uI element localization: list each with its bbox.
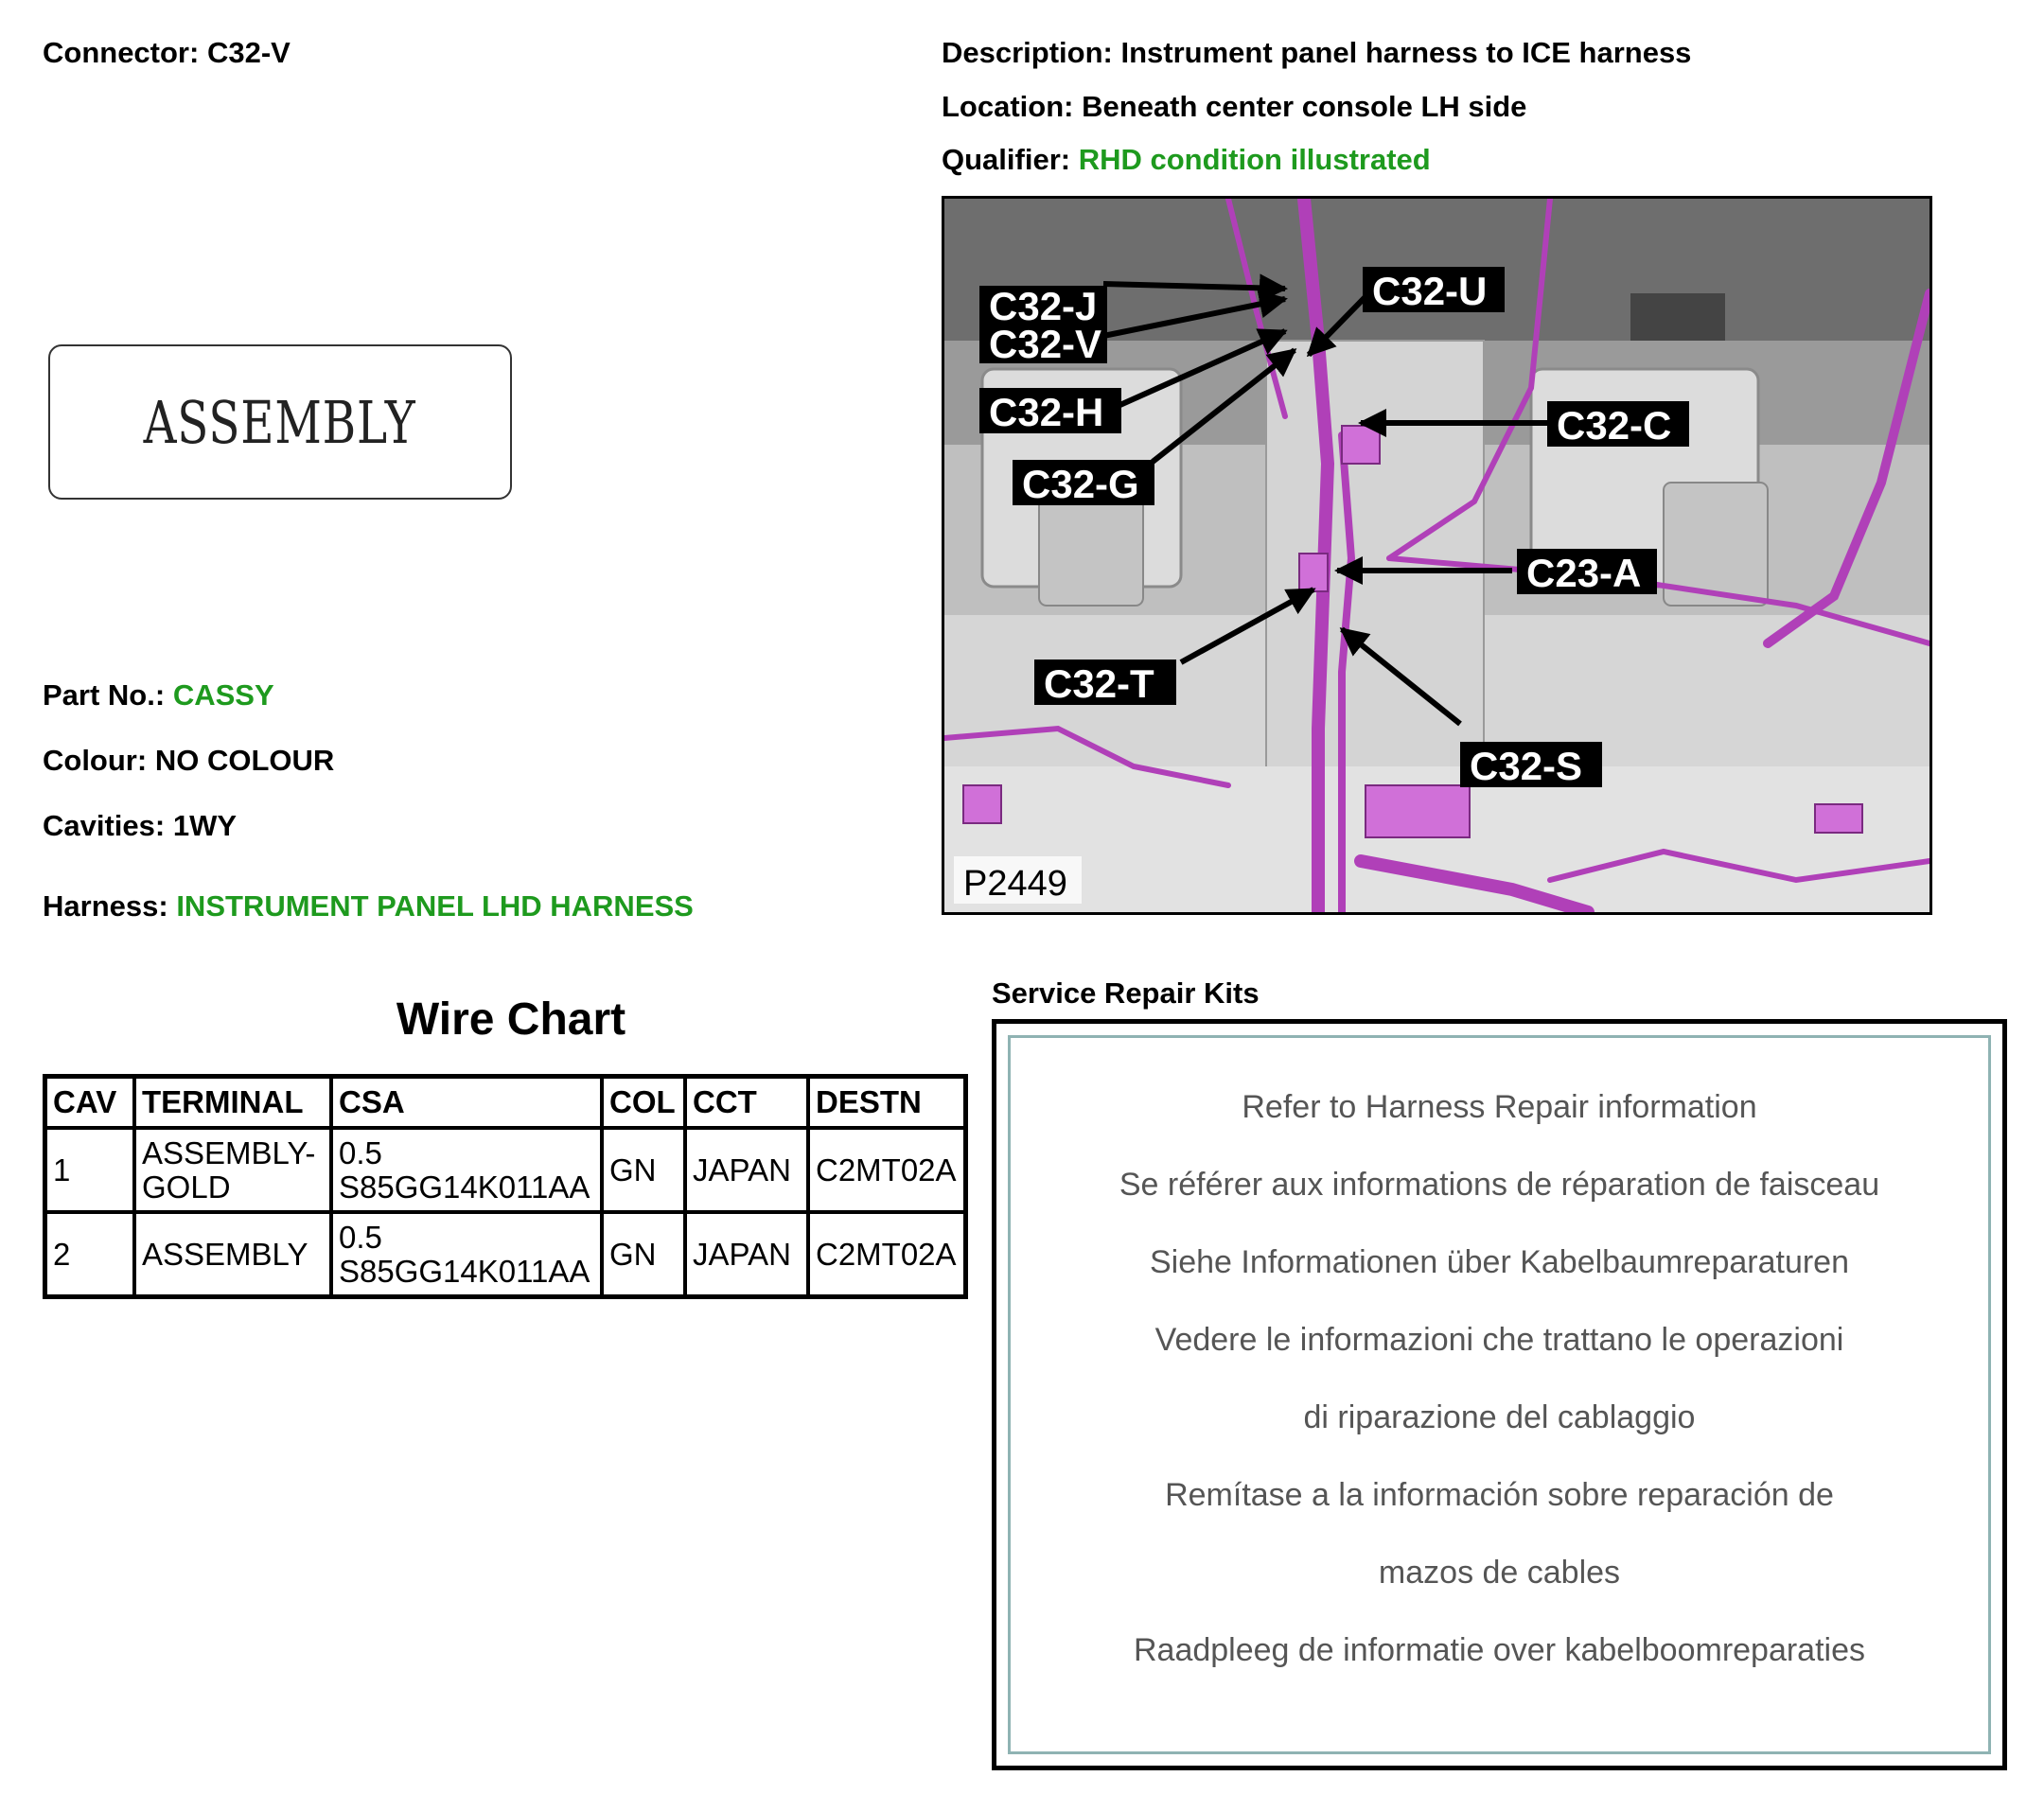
- kit-line-en: Refer to Harness Repair information: [1242, 1089, 1757, 1125]
- cell-csa: [331, 1128, 602, 1212]
- table-header-row: [45, 1077, 966, 1129]
- cell-destn: C2MT02A: [808, 1128, 966, 1212]
- colour-value: NO COLOUR: [154, 744, 335, 777]
- location-diagram-illustration: [944, 199, 1929, 912]
- location-diagram: [942, 196, 1932, 915]
- connector-face-image: [48, 344, 512, 500]
- part-number-field: [43, 678, 274, 712]
- connector-field: [43, 36, 291, 70]
- image-id: P2449: [963, 864, 1067, 904]
- kit-line-nl: Raadpleeg de informatie over kabelboomreparaties: [1133, 1632, 1866, 1668]
- csa-line-2: S85GG14K011AA: [339, 1253, 590, 1289]
- cell-col: GN: [602, 1212, 685, 1297]
- header-terminal: TERMINAL: [134, 1077, 331, 1129]
- harness-field: [43, 889, 694, 923]
- part-number-label: Part No.:: [43, 678, 166, 712]
- terminal-line-1: ASSEMBLY-: [142, 1134, 316, 1170]
- cell-cct: JAPAN: [685, 1212, 808, 1297]
- qualifier-value: RHD condition illustrated: [1078, 143, 1431, 176]
- kit-line-fr: Se référer aux informations de réparation de faisceau: [1119, 1167, 1880, 1203]
- harness-label: Harness:: [43, 889, 168, 923]
- cavities-value: 1WY: [172, 809, 238, 842]
- csa-line-2: S85GG14K011AA: [339, 1169, 590, 1205]
- cell-csa: [331, 1212, 602, 1297]
- harness-value: INSTRUMENT PANEL LHD HARNESS: [176, 889, 694, 923]
- description-value: Instrument panel harness to ICE harness: [1120, 36, 1692, 69]
- label-c32-v: C32-V: [989, 322, 1102, 366]
- qualifier-label: Qualifier:: [942, 143, 1071, 176]
- cell-terminal: ASSEMBLY: [134, 1212, 331, 1297]
- pedal-block: [1630, 293, 1725, 341]
- cell-col: GN: [602, 1128, 685, 1212]
- cell-cav: 1: [45, 1128, 135, 1212]
- header-col: COL: [602, 1077, 685, 1129]
- header-cav: CAV: [45, 1077, 135, 1129]
- repair-kits-inner: [1008, 1035, 1991, 1754]
- colour-field: [43, 744, 334, 778]
- connector-label: Connector:: [43, 36, 200, 69]
- location-value: Beneath center console LH side: [1082, 90, 1527, 123]
- part-number-value: CASSY: [172, 678, 274, 712]
- table-row: [45, 1128, 966, 1212]
- label-c32-s: C32-S: [1470, 744, 1583, 788]
- cell-terminal: [134, 1128, 331, 1212]
- label-c32-j: C32-J: [989, 284, 1098, 328]
- kit-line-de: Siehe Informationen über Kabelbaumreparaturen: [1149, 1244, 1850, 1280]
- cell-destn: C2MT02A: [808, 1212, 966, 1297]
- header-cct: CCT: [685, 1077, 808, 1129]
- repair-kits-box: [992, 1019, 2007, 1770]
- table-row: [45, 1212, 966, 1297]
- cavities-label: Cavities:: [43, 809, 166, 842]
- wire-chart-title: Wire Chart: [396, 994, 626, 1045]
- colour-label: Colour:: [43, 744, 148, 777]
- label-c32-u: C32-U: [1372, 269, 1488, 313]
- kit-line-it-2: di riparazione del cablaggio: [1303, 1399, 1696, 1435]
- cell-cct: JAPAN: [685, 1128, 808, 1212]
- kit-line-es-1: Remítase a la información sobre reparación de: [1165, 1477, 1834, 1513]
- qualifier-field: [942, 143, 1431, 177]
- kit-line-it-1: Vedere le informazioni che trattano le operazioni: [1154, 1322, 1844, 1358]
- csa-line-1: 0.5: [339, 1134, 382, 1170]
- header-destn: DESTN: [808, 1077, 966, 1129]
- terminal-line-2: GOLD: [142, 1169, 231, 1205]
- label-c32-g: C32-G: [1022, 462, 1139, 506]
- assembly-box-text: ASSEMBLY: [144, 387, 416, 457]
- label-c32-t: C32-T: [1044, 661, 1154, 706]
- location-label: Location:: [942, 90, 1074, 123]
- connector-value: C32-V: [206, 36, 291, 69]
- csa-line-1: 0.5: [339, 1219, 382, 1255]
- description-field: [942, 36, 1691, 70]
- description-label: Description:: [942, 36, 1113, 69]
- label-c32-c: C32-C: [1557, 403, 1672, 448]
- kit-line-es-2: mazos de cables: [1378, 1555, 1621, 1591]
- header-csa: CSA: [331, 1077, 602, 1129]
- label-c23-a: C23-A: [1526, 551, 1642, 595]
- location-field: [942, 90, 1526, 124]
- repair-kits-title: Service Repair Kits: [992, 976, 1260, 1010]
- wire-chart-table: [43, 1074, 968, 1299]
- label-c32-h: C32-H: [989, 390, 1104, 434]
- cell-cav: 2: [45, 1212, 135, 1297]
- cavities-field: [43, 809, 237, 843]
